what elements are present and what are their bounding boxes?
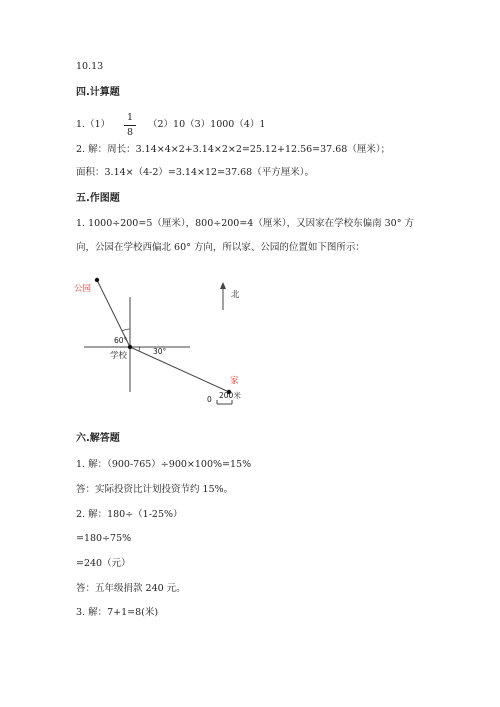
angle-30-label: 30° <box>153 347 167 356</box>
s6-line-6: 答：五年级捐款 240 元。 <box>76 583 186 594</box>
s6-line-3: 2. 解：180÷（1-25%） <box>76 509 183 520</box>
s5-line-2: 向，公园在学校西偏北 60° 方向，所以家、公园的位置如下图所示： <box>76 242 365 253</box>
scale-distance-label: 200米 <box>219 391 241 400</box>
school-point <box>128 345 132 349</box>
section-4-title: 四.计算题 <box>76 87 120 98</box>
s6-line-1: 1. 解：（900-765）÷900×100%=15% <box>76 459 252 470</box>
angle-60-arc <box>122 329 130 331</box>
section-5-title: 五.作图题 <box>76 193 120 204</box>
s6-line-7: 3. 解：7+1=8(米) <box>76 607 159 618</box>
north-arrow-icon <box>220 282 226 289</box>
park-point <box>95 278 99 282</box>
park-label: 公园 <box>74 284 92 294</box>
s6-line-2: 答：实际投资比计划投资节约 15%。 <box>76 484 234 495</box>
q2-area: 面积：3.14×（4-2）=3.14×12=37.68（平方厘米）。 <box>76 167 314 178</box>
school-label: 学校 <box>110 351 128 361</box>
fraction-denominator: 8 <box>126 127 134 138</box>
home-label: 家 <box>230 376 239 386</box>
q2-perimeter: 2. 解：周长：3.14×4×2+3.14×2×2=25.12+12.56=37.68（厘米）； <box>76 144 391 155</box>
q1-prefix: 1.（1） <box>76 119 111 130</box>
q1-rest: （2）10（3）1000（4）1 <box>148 119 266 130</box>
s5-line-1: 1. 1000÷200=5（厘米），800÷200=4（厘米），又因家在学校东偏南 30° 方 <box>76 218 414 229</box>
previous-answer: 10.13 <box>76 61 104 72</box>
s6-line-5: =240（元） <box>76 558 131 569</box>
angle-60-label: 60° <box>114 336 128 345</box>
home-line <box>130 347 229 392</box>
fraction-numerator: 1 <box>126 112 134 123</box>
s6-line-4: =180÷75% <box>76 533 132 544</box>
angle-30-arc <box>139 347 140 351</box>
section-6-title: 六.解答题 <box>76 433 120 444</box>
north-label: 北 <box>231 290 240 300</box>
scale-zero-label: 0 <box>207 395 212 404</box>
